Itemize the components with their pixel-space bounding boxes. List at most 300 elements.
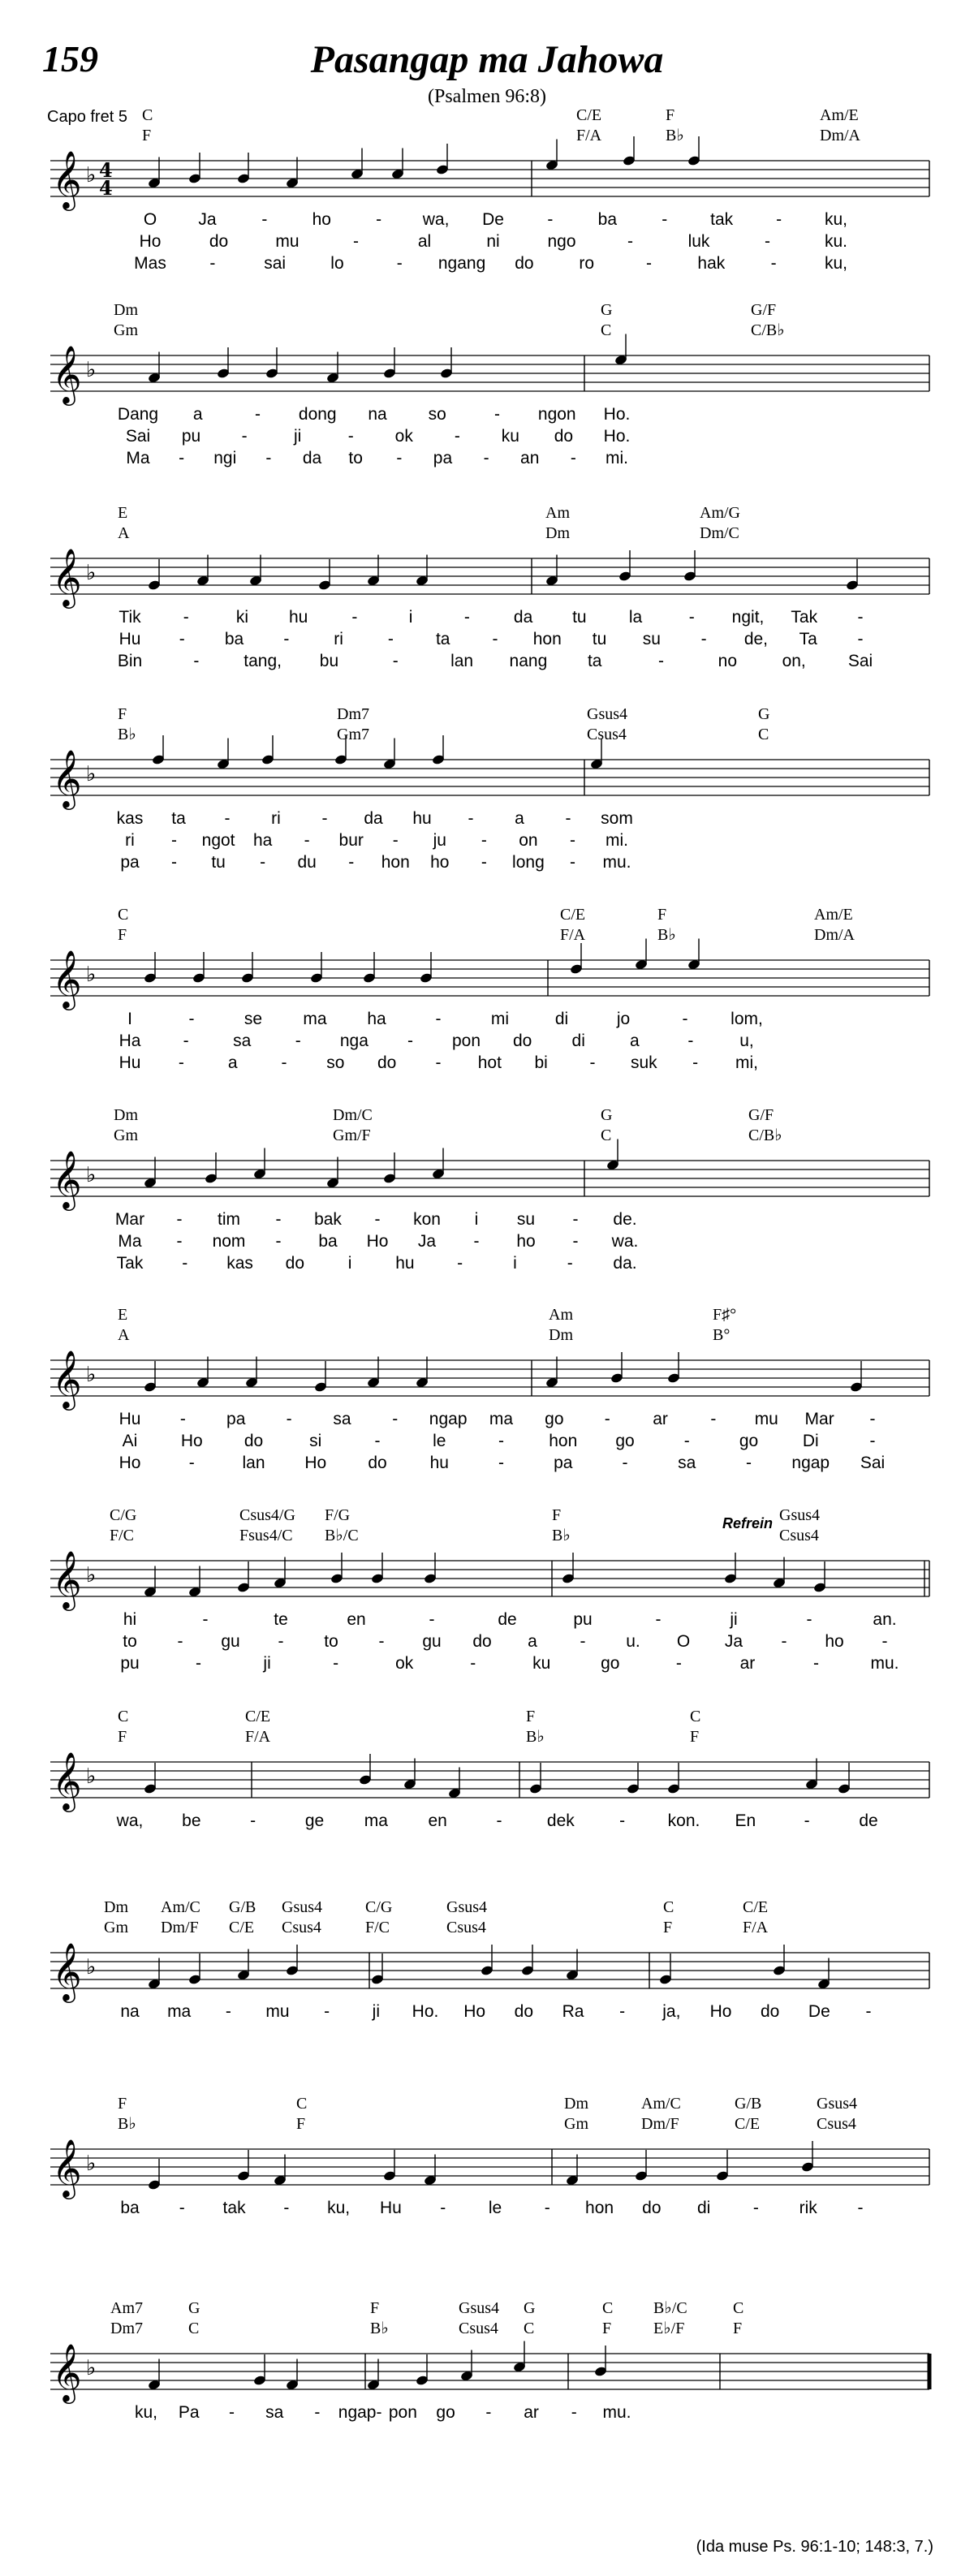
- music-system: [0, 905, 974, 1092]
- lyric-syllable: Ho: [304, 1454, 327, 1472]
- chord-symbol: Dm7: [337, 705, 369, 723]
- lyric-syllable: ge: [304, 1811, 325, 1830]
- lyric-syllable: -: [869, 1410, 876, 1428]
- lyric-syllable: -: [812, 1654, 819, 1673]
- chord-symbol-capo: C: [188, 2320, 200, 2337]
- key-flat-icon: ♭: [86, 1764, 97, 1789]
- lyric-syllable: -: [865, 2002, 872, 2021]
- lyric-syllable: ri: [334, 630, 343, 648]
- lyric-syllable: jo: [616, 1010, 631, 1028]
- staff: [0, 534, 974, 631]
- lyric-syllable: ha: [367, 1010, 386, 1028]
- lyric-syllable: -: [683, 1432, 690, 1450]
- music-system: [0, 300, 974, 487]
- chord-symbol-capo: Gm7: [337, 726, 369, 743]
- lyric-syllable: hon: [532, 630, 562, 648]
- lyric-syllable: mu: [265, 2002, 290, 2021]
- chord-symbol-capo: Gm/F: [333, 1126, 371, 1144]
- lyric-syllable: -: [283, 2199, 290, 2217]
- lyric-syllable: su: [642, 630, 661, 648]
- lyric-syllable: Hu: [119, 1053, 141, 1072]
- lyric-syllable: -: [429, 1610, 435, 1629]
- lyric-syllable: sa: [233, 1032, 252, 1050]
- lyric-syllable: -: [481, 831, 487, 850]
- chord-symbol-capo: Csus4: [446, 1919, 486, 1936]
- lyric-syllable: ba: [597, 210, 618, 229]
- lyric-syllable: -: [498, 1454, 504, 1472]
- lyric-syllable: i: [474, 1210, 479, 1229]
- lyric-syllable: bi: [534, 1053, 548, 1072]
- lyric-syllable: le: [433, 1432, 446, 1450]
- lyric-syllable: -: [374, 1432, 381, 1450]
- chord-symbol: G: [188, 2299, 200, 2317]
- chord-symbol: E: [118, 504, 128, 522]
- lyric-syllable: O: [143, 210, 157, 229]
- lyric-syllable: la: [628, 608, 643, 627]
- lyric-syllable: ngo: [547, 232, 576, 251]
- chord-symbol: Dm: [564, 2095, 588, 2113]
- lyric-syllable: ho: [430, 853, 450, 872]
- lyric-syllable: -: [589, 1053, 596, 1072]
- staff: [0, 1738, 974, 1835]
- lyric-syllable: -: [435, 1053, 442, 1072]
- chord-symbol-capo: B♭: [552, 1527, 571, 1544]
- lyric-syllable: -: [347, 427, 354, 446]
- lyric-syllable: to: [324, 1632, 338, 1651]
- lyric-syllable: ngon: [537, 405, 576, 424]
- music-system: [0, 2094, 974, 2281]
- time-signature: 4: [99, 158, 113, 182]
- chord-symbol-capo: Gm: [564, 2115, 588, 2133]
- lyric-syllable: bak: [314, 1210, 342, 1229]
- lyric-syllable: do: [472, 1632, 492, 1651]
- lyric-syllable: al: [417, 232, 432, 251]
- lyric-syllable: -: [228, 2403, 235, 2422]
- lyric-syllable: -: [202, 1610, 209, 1629]
- lyric-syllable: te: [274, 1610, 288, 1629]
- lyric-syllable: -: [454, 427, 460, 446]
- lyric-syllable: to: [123, 1632, 137, 1651]
- chord-symbol: C/E: [576, 106, 602, 124]
- lyric-syllable: -: [746, 1454, 752, 1472]
- lyric-syllable: -: [457, 1254, 463, 1273]
- lyric-syllable: -: [250, 1811, 256, 1830]
- lyric-syllable: mu: [754, 1410, 778, 1428]
- lyric-syllable: do: [512, 1032, 532, 1050]
- lyric-syllable: -: [241, 427, 248, 446]
- lyric-syllable: pu: [181, 427, 201, 446]
- lyric-syllable: nga: [339, 1032, 368, 1050]
- key-flat-icon: ♭: [86, 163, 97, 187]
- lyric-syllable: ro: [579, 254, 595, 273]
- lyric-syllable: ngang: [437, 254, 486, 273]
- lyric-syllable: -: [492, 630, 498, 648]
- chord-symbol-capo: C/B♭: [748, 1126, 782, 1144]
- lyric-syllable: Ai: [122, 1432, 138, 1450]
- music-system: [0, 1506, 974, 1692]
- chord-symbol-capo: Csus4: [779, 1527, 819, 1544]
- lyric-syllable: so: [326, 1053, 345, 1072]
- treble-clef-icon: 𝄞: [52, 1349, 82, 1408]
- lyric-syllable: -: [171, 831, 178, 850]
- key-flat-icon: ♭: [86, 2152, 97, 2176]
- lyric-syllable: ho: [312, 210, 331, 229]
- lyric-syllable: hu: [395, 1254, 415, 1273]
- lyric-syllable: i: [408, 608, 413, 627]
- lyric-syllable: ba: [120, 2199, 140, 2217]
- lyric-syllable: a: [192, 405, 203, 424]
- key-flat-icon: ♭: [86, 1163, 97, 1187]
- lyric-syllable: -: [646, 254, 653, 273]
- lyric-syllable: Sai: [860, 1454, 886, 1472]
- lyric-syllable: ngap-: [338, 2403, 382, 2422]
- lyric-syllable: -: [572, 1232, 579, 1251]
- lyric-syllable: sa: [333, 1410, 351, 1428]
- chord-symbol-capo: C: [524, 2320, 535, 2337]
- chord-symbol-capo: Dm/A: [820, 127, 860, 144]
- lyric-syllable: hon: [381, 853, 410, 872]
- lyric-syllable: ar: [653, 1410, 668, 1428]
- lyric-syllable: hu: [429, 1454, 449, 1472]
- lyric-syllable: -: [619, 1811, 626, 1830]
- lyric-syllable: -: [314, 2403, 321, 2422]
- lyric-syllable: na: [368, 405, 387, 424]
- lyric-syllable: -: [265, 449, 272, 467]
- chord-symbol-capo: C: [758, 726, 769, 743]
- chord-symbol-capo: Csus4: [459, 2320, 498, 2337]
- lyric-syllable: ngit,: [731, 608, 765, 627]
- chord-symbol-capo: Csus4: [587, 726, 627, 743]
- lyric-syllable: -: [604, 1410, 610, 1428]
- chord-symbol-capo: C: [601, 1126, 612, 1144]
- chord-symbol-capo: F: [296, 2115, 306, 2133]
- lyric-syllable: da: [364, 809, 383, 828]
- music-system: [0, 106, 974, 292]
- lyric-syllable: -: [571, 2403, 577, 2422]
- lyric-syllable: mu.: [870, 1654, 899, 1673]
- chord-symbol-capo: Gm: [104, 1919, 128, 1936]
- lyric-syllable: -: [765, 232, 770, 251]
- chord-symbol-capo: Dm/C: [700, 524, 739, 542]
- lyric-syllable: -: [776, 210, 782, 229]
- lyric-syllable: -: [470, 1654, 476, 1673]
- staff: [0, 1136, 974, 1234]
- staff: [0, 1536, 974, 1634]
- lyric-syllable: -: [622, 1454, 628, 1472]
- lyric-syllable: wa,: [116, 1811, 144, 1830]
- lyric-syllable: ok: [394, 427, 413, 446]
- chord-symbol: Am/G: [700, 504, 740, 522]
- lyric-syllable: -: [275, 1232, 282, 1251]
- lyric-syllable: ku,: [327, 2199, 351, 2217]
- lyric-syllable: da: [513, 608, 533, 627]
- chord-symbol: Dm/C: [333, 1106, 373, 1124]
- lyric-syllable: O: [676, 1632, 691, 1651]
- lyric-syllable: u,: [739, 1032, 754, 1050]
- lyric-syllable: Ja: [417, 1232, 437, 1251]
- lyric-syllable: do: [209, 232, 229, 251]
- lyric-syllable: -: [188, 1010, 195, 1028]
- chord-symbol: Gsus4: [459, 2299, 500, 2317]
- chord-symbol-capo: B♭: [370, 2320, 389, 2337]
- lyric-syllable: sai: [264, 254, 287, 273]
- lyric-syllable: de: [859, 1811, 878, 1830]
- chord-symbol-capo: A: [118, 1326, 130, 1344]
- lyric-syllable: -: [392, 652, 399, 670]
- lyric-syllable: -: [710, 1410, 717, 1428]
- key-flat-icon: ♭: [86, 1955, 97, 1979]
- chord-symbol-capo: Gm: [114, 1126, 138, 1144]
- chord-symbol: F: [657, 906, 667, 924]
- lyric-syllable: suk: [630, 1053, 657, 1072]
- lyric-syllable: hu: [289, 608, 308, 627]
- treble-clef-icon: 𝄞: [52, 547, 82, 606]
- lyric-syllable: gu: [221, 1632, 240, 1651]
- lyric-syllable: tak: [222, 2199, 246, 2217]
- lyric-syllable: ho: [825, 1632, 844, 1651]
- lyric-syllable: a: [515, 809, 524, 828]
- lyric-syllable: De: [808, 2002, 830, 2021]
- lyric-syllable: go: [601, 1654, 620, 1673]
- chord-symbol-capo: Fsus4/C: [239, 1527, 293, 1544]
- lyric-syllable: do: [760, 2002, 780, 2021]
- lyric-syllable: ja,: [662, 2002, 681, 2021]
- lyric-syllable: ji: [293, 427, 302, 446]
- lyric-syllable: Hu: [119, 630, 141, 648]
- chord-symbol: Am: [549, 1306, 573, 1324]
- chord-symbol-capo: F/A: [245, 1728, 271, 1746]
- lyric-syllable: -: [570, 449, 576, 467]
- chord-symbol-capo: B♭: [118, 2115, 136, 2133]
- music-system: [0, 1707, 974, 1893]
- lyric-syllable: -: [261, 210, 268, 229]
- lyric-syllable: le: [488, 2199, 502, 2217]
- lyric-syllable: Sai: [847, 652, 873, 670]
- chord-symbol-capo: F/C: [110, 1527, 135, 1544]
- lyric-syllable: pa: [226, 1410, 246, 1428]
- chord-symbol-capo: F: [142, 127, 152, 144]
- lyric-syllable: dong: [298, 405, 337, 424]
- chord-symbol-capo: Gm: [114, 321, 138, 339]
- chord-symbol: B♭/C: [653, 2299, 687, 2317]
- hymn-number: 159: [42, 38, 98, 80]
- lyric-syllable: kas: [226, 1254, 253, 1273]
- lyric-syllable: ar: [739, 1654, 756, 1673]
- chord-symbol: Dm: [114, 301, 138, 319]
- lyric-syllable: tu: [572, 608, 587, 627]
- lyric-syllable: hon: [585, 2199, 614, 2217]
- lyric-syllable: Mas: [134, 254, 166, 273]
- lyric-syllable: ta: [171, 809, 186, 828]
- lyric-syllable: wa,: [422, 210, 450, 229]
- lyric-syllable: ma: [303, 1010, 327, 1028]
- lyric-syllable: da.: [613, 1254, 637, 1273]
- chord-symbol-capo: Dm/F: [161, 1919, 199, 1936]
- lyric-syllable: -: [179, 2199, 185, 2217]
- lyric-syllable: Ho: [463, 2002, 486, 2021]
- lyric-syllable: Bin: [117, 652, 143, 670]
- lyric-syllable: a: [528, 1632, 537, 1651]
- refrain-label: Refrein: [722, 1515, 774, 1531]
- lyric-syllable: -: [224, 809, 231, 828]
- lyric-syllable: an: [520, 449, 540, 467]
- lyric-syllable: -: [483, 449, 489, 467]
- lyric-syllable: pu: [120, 1654, 140, 1673]
- lyric-syllable: -: [278, 1632, 284, 1651]
- lyric-syllable: di: [571, 1032, 585, 1050]
- lyric-syllable: ma: [364, 1811, 388, 1830]
- time-signature: 4: [99, 176, 113, 200]
- lyric-syllable: -: [857, 2199, 864, 2217]
- lyric-syllable: ma: [489, 1410, 514, 1428]
- chord-symbol-capo: E♭/F: [653, 2320, 685, 2337]
- key-flat-icon: ♭: [86, 1363, 97, 1387]
- lyric-syllable: to: [348, 449, 363, 467]
- chord-symbol: G/B: [229, 1898, 256, 1916]
- lyric-syllable: do: [285, 1254, 305, 1273]
- lyric-syllable: ki: [235, 608, 249, 627]
- lyric-syllable: do: [244, 1432, 264, 1450]
- chord-symbol: C: [733, 2299, 744, 2317]
- chord-symbol: F: [526, 1708, 536, 1725]
- lyric-syllable: ku.: [824, 232, 848, 251]
- chord-symbol: F♯°: [713, 1306, 737, 1324]
- lyric-syllable: En: [735, 1811, 756, 1830]
- lyric-syllable: som: [601, 809, 633, 828]
- chord-symbol: G: [601, 301, 613, 319]
- music-system: [0, 1898, 974, 2084]
- lyric-syllable: ar: [524, 2403, 539, 2422]
- lyric-syllable: si: [309, 1432, 322, 1450]
- lyric-syllable: -: [183, 608, 189, 627]
- lyric-syllable: tak: [710, 210, 734, 229]
- lyric-syllable: en: [428, 1811, 447, 1830]
- capo-indication: Capo fret 5: [47, 108, 127, 126]
- treble-clef-icon: 𝄞: [52, 2138, 82, 2197]
- chord-symbol: Am7: [110, 2299, 143, 2317]
- lyric-syllable: ku,: [134, 2403, 158, 2422]
- lyric-syllable: -: [468, 809, 474, 828]
- lyric-syllable: -: [255, 405, 261, 424]
- chord-symbol: C: [118, 906, 129, 924]
- lyric-syllable: -: [176, 1210, 183, 1229]
- treble-clef-icon: 𝄞: [52, 748, 82, 808]
- chord-symbol-capo: Csus4: [817, 2115, 856, 2133]
- lyric-syllable: go: [436, 2403, 455, 2422]
- lyric-syllable: Ja: [724, 1632, 743, 1651]
- chord-symbol-capo: F/A: [576, 127, 602, 144]
- lyric-syllable: Mar: [114, 1210, 145, 1229]
- lyric-syllable: -: [178, 1053, 184, 1072]
- key-flat-icon: ♭: [86, 1563, 97, 1587]
- lyric-syllable: -: [544, 2199, 550, 2217]
- lyric-syllable: kon.: [667, 1811, 700, 1830]
- lyric-syllable: -: [619, 2002, 626, 2021]
- key-flat-icon: ♭: [86, 963, 97, 987]
- lyric-syllable: tim: [218, 1210, 240, 1229]
- chord-symbol-capo: B♭: [118, 726, 136, 743]
- chord-symbol: C: [142, 106, 153, 124]
- lyric-syllable: rik: [799, 2199, 817, 2217]
- lyric-syllable: -: [567, 1254, 573, 1273]
- lyric-syllable: nang: [509, 652, 548, 670]
- lyric-syllable: -: [481, 853, 487, 872]
- lyric-syllable: ma: [167, 2002, 192, 2021]
- chord-symbol-capo: Dm: [549, 1326, 573, 1344]
- chord-symbol-capo: F: [733, 2320, 743, 2337]
- lyric-syllable: de,: [743, 630, 769, 648]
- chord-symbol: G: [601, 1106, 613, 1124]
- key-flat-icon: ♭: [86, 358, 97, 382]
- lyric-syllable: -: [396, 254, 403, 273]
- lyric-syllable: -: [675, 1654, 682, 1673]
- lyric-syllable: da: [302, 449, 322, 467]
- chord-symbol: C/E: [560, 906, 586, 924]
- lyric-syllable: lo: [330, 254, 344, 273]
- lyric-syllable: Sai: [125, 427, 151, 446]
- lyric-syllable: luk: [687, 232, 710, 251]
- lyric-syllable: -: [804, 1811, 810, 1830]
- lyric-syllable: -: [869, 1432, 876, 1450]
- lyric-syllable: ta: [435, 630, 450, 648]
- lyric-syllable: -: [627, 232, 633, 251]
- lyric-syllable: -: [572, 1210, 579, 1229]
- lyric-syllable: -: [655, 1610, 662, 1629]
- lyric-syllable: Ho.: [603, 405, 631, 424]
- lyric-syllable: -: [682, 1010, 688, 1028]
- lyric-syllable: pon: [388, 2403, 417, 2422]
- lyric-syllable: ok: [395, 1654, 414, 1673]
- lyric-syllable: ngap: [429, 1410, 468, 1428]
- chord-symbol: Gsus4: [817, 2095, 858, 2113]
- chord-symbol: F: [118, 2095, 127, 2113]
- lyric-syllable: -: [752, 2199, 759, 2217]
- treble-clef-icon: 𝄞: [52, 1751, 82, 1810]
- lyric-syllable: -: [435, 1010, 442, 1028]
- lyric-syllable: do: [514, 2002, 534, 2021]
- lyric-syllable: hon: [549, 1432, 578, 1450]
- lyric-syllable: Ho: [709, 2002, 732, 2021]
- lyric-syllable: -: [378, 1632, 385, 1651]
- treble-clef-icon: 𝄞: [52, 1549, 82, 1609]
- chord-symbol-capo: F/A: [743, 1919, 769, 1936]
- chord-symbol: F: [552, 1506, 562, 1524]
- lyric-syllable: -: [321, 809, 328, 828]
- lyric-syllable: -: [580, 1632, 586, 1651]
- lyric-syllable: go: [545, 1410, 564, 1428]
- lyric-syllable: Ho: [139, 232, 162, 251]
- lyric-syllable: lan: [242, 1454, 265, 1472]
- lyric-syllable: Ra: [562, 2002, 584, 2021]
- chord-symbol: C: [118, 1708, 129, 1725]
- lyric-syllable: u.: [626, 1632, 640, 1651]
- lyric-syllable: a: [629, 1032, 640, 1050]
- chord-symbol-capo: F/C: [365, 1919, 390, 1936]
- chord-symbol: G/F: [748, 1106, 774, 1124]
- lyric-syllable: a: [227, 1053, 238, 1072]
- chord-symbol: Gsus4: [446, 1898, 488, 1916]
- chord-symbol-capo: B♭: [666, 127, 684, 144]
- lyric-syllable: Di: [802, 1432, 819, 1450]
- chord-symbol-capo: Dm: [545, 524, 570, 542]
- lyric-syllable: nom: [212, 1232, 246, 1251]
- chord-symbol: Am/C: [641, 2095, 681, 2113]
- chord-symbol-capo: Dm/A: [814, 926, 855, 944]
- hymn-title: Pasangap ma Jahowa: [310, 38, 664, 81]
- lyric-syllable: -: [881, 1632, 888, 1651]
- lyric-syllable: pa: [554, 1454, 573, 1472]
- lyric-syllable: hot: [477, 1053, 502, 1072]
